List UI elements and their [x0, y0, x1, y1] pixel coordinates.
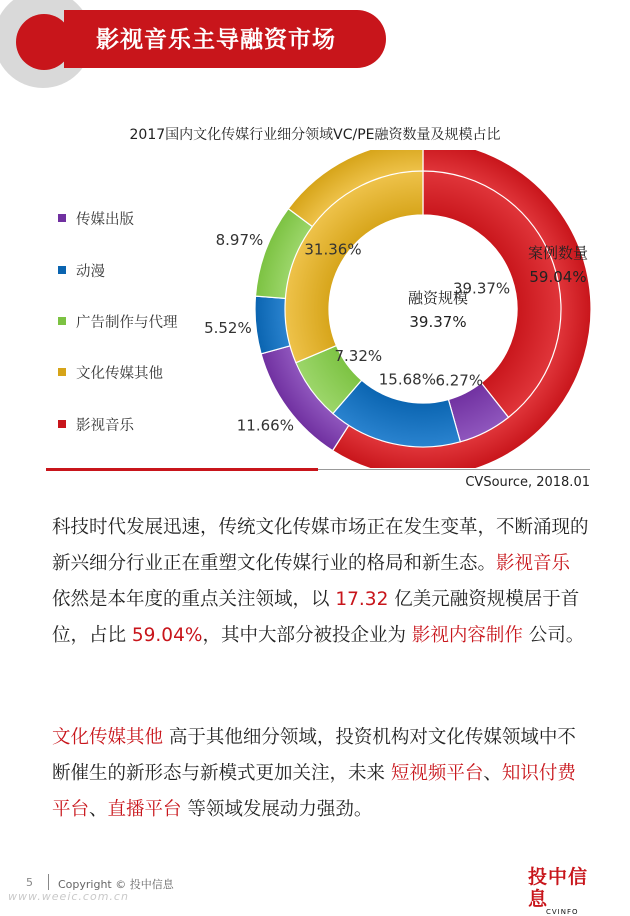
paragraph-run: 公司。	[522, 625, 585, 646]
paragraph-run: 等领域发展动力强劲。	[181, 799, 373, 820]
legend-label: 广告制作与代理	[76, 315, 178, 331]
data-label-outer-2: 8.97%	[215, 231, 264, 250]
series-name-inner: 融资规模	[407, 289, 469, 307]
body-paragraph-1	[52, 510, 592, 654]
data-label-outer-4: 59.04%	[529, 268, 587, 286]
paragraph-text	[52, 720, 592, 828]
body-paragraph-2	[52, 720, 592, 828]
divider-red	[46, 468, 318, 471]
highlighted-term: 直播平台	[107, 799, 182, 820]
logo-text: 投中信息	[528, 866, 589, 910]
legend-swatch	[58, 368, 66, 376]
page-title: 影视音乐主导融资市场	[96, 27, 336, 53]
legend-label: 影视音乐	[76, 418, 134, 434]
logo-subtext: CVINFO	[546, 908, 579, 916]
paragraph-run: 、	[89, 799, 108, 820]
highlighted-term: 短视频平台	[390, 763, 484, 784]
data-label-outer-0: 11.66%	[236, 416, 294, 435]
highlighted-term: 影视音乐	[496, 553, 571, 574]
footer-separator	[48, 874, 49, 890]
paragraph-run: 高于其他细分领域，投资机构对文化传媒领域中不断催生的新形态与新模式更加关注，未来	[52, 727, 576, 784]
data-label-inner-1: 15.68%	[378, 370, 436, 389]
data-label-outer-1: 5.52%	[204, 318, 252, 337]
paragraph-run: 科技时代发展迅速，传统文化传媒市场正在发生变革，不断涌现的新兴细分行业正在重塑文化传媒行业的格局和新生态。	[52, 517, 589, 574]
legend-swatch	[58, 420, 66, 428]
data-label-inner-4: 39.37%	[452, 279, 511, 298]
data-label-inner-2: 7.32%	[334, 347, 383, 366]
data-label-inner-0: 6.27%	[435, 371, 484, 390]
legend-swatch	[58, 214, 66, 222]
highlighted-term: 文化传媒其他	[52, 727, 164, 748]
page-number: 5	[26, 876, 33, 889]
legend-label: 文化传媒其他	[76, 366, 163, 382]
cvinfo-logo	[528, 866, 602, 916]
chart-title: 2017国内文化传媒行业细分领域VC/PE融资数量及规模占比	[129, 127, 501, 143]
highlighted-term: 59.04%	[131, 625, 203, 646]
paragraph-run: ，其中大部分被投企业为	[202, 625, 412, 646]
highlighted-term: 17.32	[335, 589, 389, 610]
series-name-outer: 案例数量	[527, 244, 589, 262]
legend-label: 动漫	[76, 264, 105, 280]
paragraph-text	[52, 510, 592, 654]
legend-swatch	[58, 266, 66, 274]
data-label-inner-4: 39.37%	[409, 313, 467, 331]
paragraph-run: 依然是本年度的重点关注领域，以	[52, 589, 336, 610]
footer-url-watermark: www.weeic.com.cn	[8, 890, 129, 903]
data-label-inner-3: 31.36%	[304, 240, 362, 259]
legend-swatch	[58, 317, 66, 325]
highlighted-term: 影视内容制作	[411, 625, 523, 646]
legend-label: 传媒出版	[76, 212, 134, 228]
divider-gray	[318, 469, 590, 470]
highlighted-term: 知识付费平台	[52, 763, 576, 820]
footer-copyright: Copyright © 投中信息	[58, 878, 174, 891]
chart-source: CVSource, 2018.01	[465, 475, 590, 490]
paragraph-run: 、	[483, 763, 502, 784]
paragraph-run: 亿美元融资规模居于首位，占比	[52, 589, 580, 646]
